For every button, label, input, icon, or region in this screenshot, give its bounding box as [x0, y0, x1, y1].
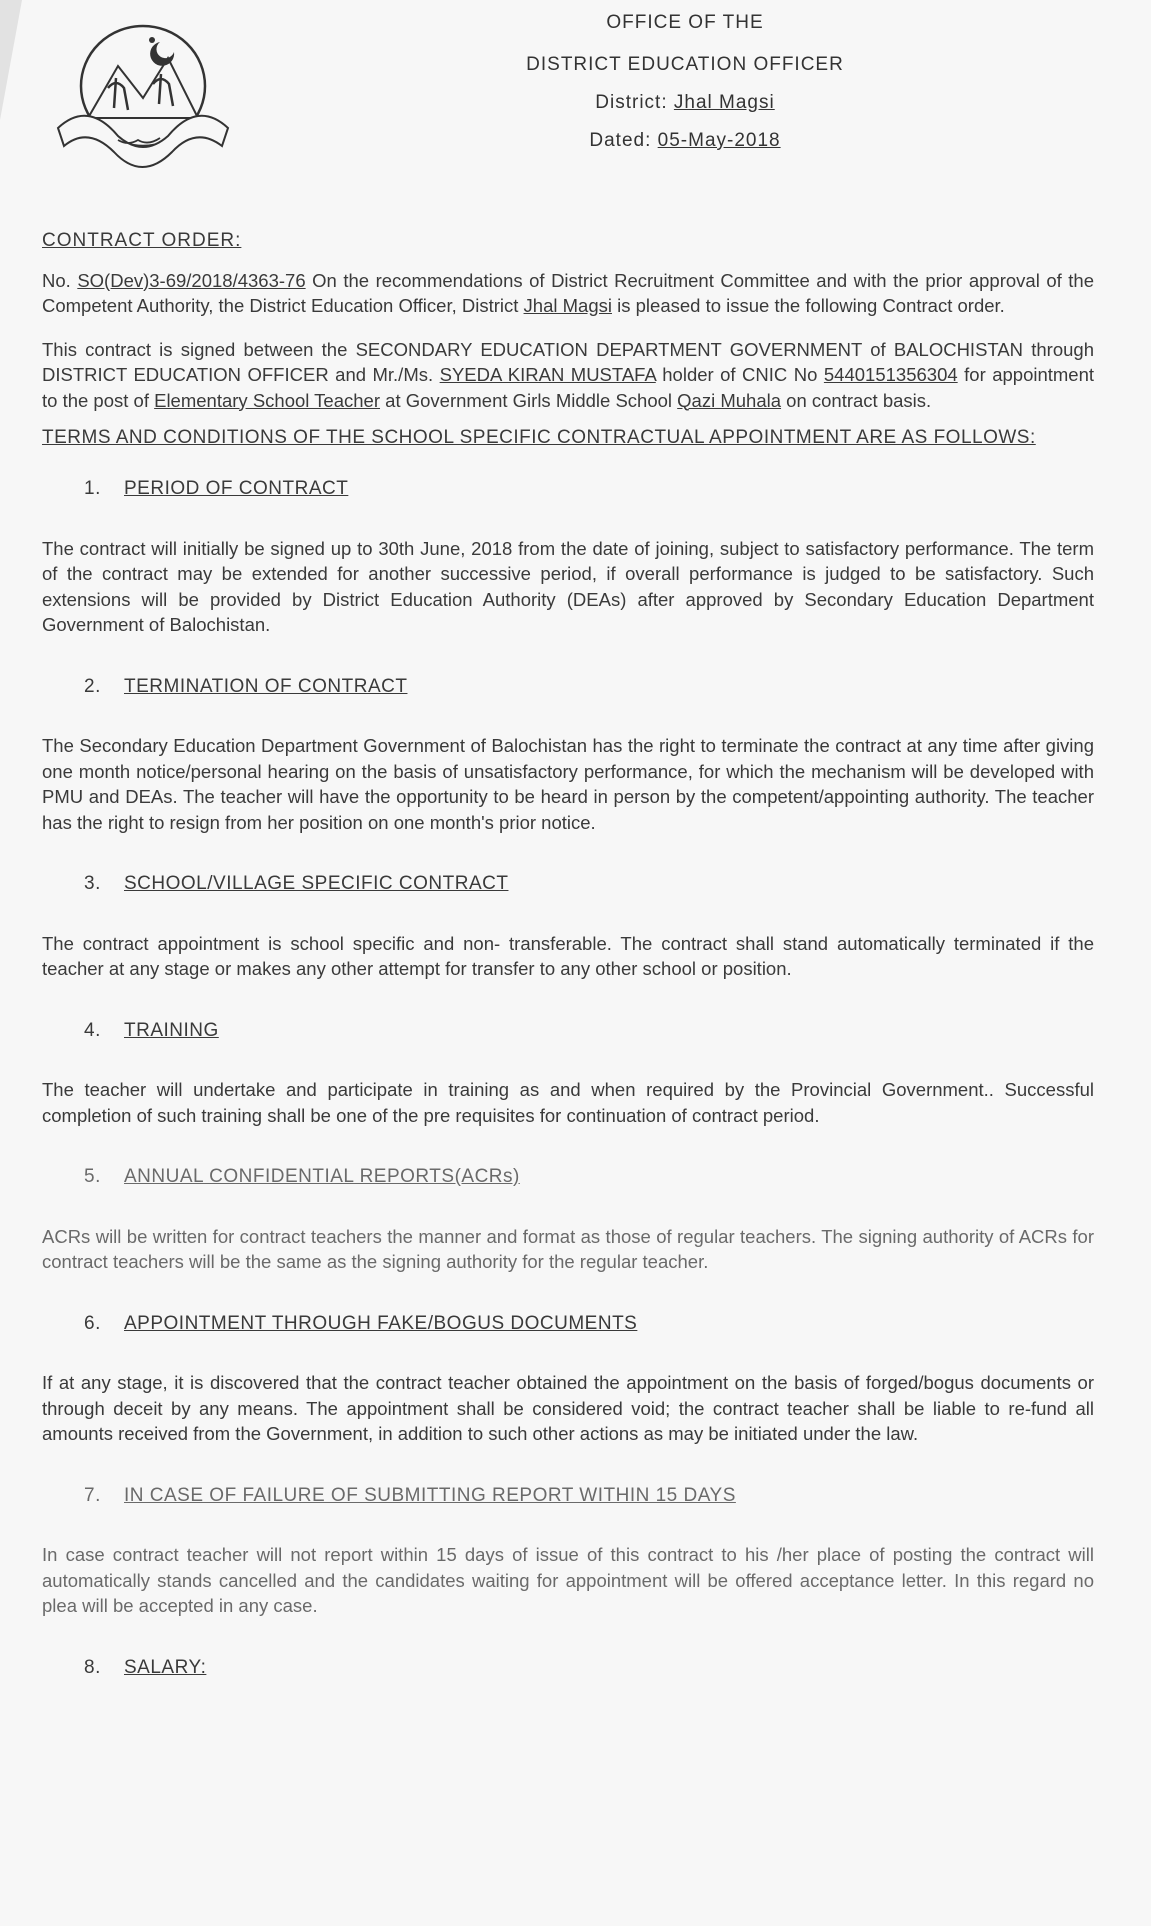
- office-line: OFFICE OF THE: [606, 12, 764, 33]
- government-emblem-logo: [48, 18, 238, 168]
- section-title: SALARY:: [124, 1656, 207, 1678]
- order-no-label: No.: [42, 269, 71, 291]
- district-label: District:: [595, 92, 668, 113]
- order-reference: SO(Dev)3-69/2018/4363-76: [77, 269, 306, 291]
- section-number: 7.: [84, 1484, 101, 1506]
- section-title: IN CASE OF FAILURE OF SUBMITTING REPORT WITHIN 15 DAYS: [124, 1484, 736, 1506]
- order-intro-text-2: is pleased to issue the following Contract order.: [617, 295, 1005, 316]
- section-heading: [84, 1164, 1094, 1190]
- date-line: [460, 130, 910, 152]
- order-intro-text-1: On the recommendations of District Recruitment Committee and with the prior approval of the Competent Authority, the District Education Officer, District: [42, 269, 1094, 316]
- school-name: Qazi Muhala: [677, 389, 782, 411]
- section-title: APPOINTMENT THROUGH FAKE/BOGUS DOCUMENTS: [124, 1312, 638, 1334]
- office-header: [460, 12, 910, 152]
- section-body: ACRs will be written for contract teachers the manner and format as those of regular teachers. The signing authority of ACRs for contract teachers will be the same as the signing authority for the regular teacher.: [42, 1225, 1094, 1272]
- contract-parties-paragraph: [42, 337, 1094, 414]
- section-number: 4.: [84, 1019, 101, 1041]
- section-body: The Secondary Education Department Government of Balochistan has the right to terminate the contract at any time after giving one month notice/personal hearing on the basis of unsatisfactory performance, for which the mechanism will be developed with PMU and DEAs. The teacher will have the opportunity to be heard in person by the competent/appointing authority. The teacher has the right to resign from her position on one month's prior notice.: [42, 735, 1094, 833]
- section-heading: [84, 1311, 1094, 1337]
- section-number: 3.: [84, 873, 101, 894]
- order-district: Jhal Magsi: [523, 295, 612, 316]
- document-body: [42, 228, 1094, 1716]
- section-heading: [84, 476, 1094, 502]
- section-heading: [84, 674, 1094, 700]
- section-title: TERMINATION OF CONTRACT: [124, 675, 408, 697]
- contract-text-3: for appointment to the post of: [42, 364, 1095, 411]
- district-line: [460, 92, 910, 114]
- section-body: The contract appointment is school specific and non- transferable. The contract shall stand automatically terminated if the teacher at any stage or makes any other attempt for transfer to any other school or position.: [42, 932, 1094, 979]
- section-number: 5.: [84, 1166, 101, 1187]
- section-number: 2.: [84, 675, 101, 697]
- order-intro-paragraph: [42, 268, 1094, 319]
- section-title: PERIOD OF CONTRACT: [124, 478, 349, 499]
- section-title: ANNUAL CONFIDENTIAL REPORTS(ACRs): [124, 1166, 520, 1187]
- contract-text-2: holder of CNIC No: [662, 364, 818, 385]
- terms-heading: TERMS AND CONDITIONS OF THE SCHOOL SPECIFIC CONTRACTUAL APPOINTMENT ARE AS FOLLOWS:: [42, 427, 1036, 448]
- section-body: The teacher will undertake and participate in training as and when required by the Provincial Government.. Successful completion of such training shall be one of the pre requisites for continuation of contract period.: [42, 1079, 1094, 1126]
- scan-edge-shadow: [0, 0, 22, 120]
- contract-order-title: CONTRACT ORDER:: [42, 230, 242, 251]
- section-title: TRAINING: [124, 1019, 219, 1041]
- teacher-name: SYEDA KIRAN MUSTAFA: [439, 364, 656, 385]
- contract-text-1: This contract is signed between the SECONDARY EDUCATION DEPARTMENT GOVERNMENT of BALOCHISTAN through DISTRICT EDUCATION OFFICER and Mr./Ms.: [42, 338, 1094, 385]
- contract-text-5: on contract basis.: [786, 389, 932, 411]
- contract-text-4: at Government Girls Middle School: [385, 389, 673, 411]
- section-title: SCHOOL/VILLAGE SPECIFIC CONTRACT: [124, 873, 509, 894]
- section-number: 1.: [84, 478, 101, 499]
- section-heading: [84, 1483, 1094, 1509]
- post-title: Elementary School Teacher: [154, 389, 381, 411]
- cnic-number: 5440151356304: [823, 364, 958, 385]
- section-number: 6.: [84, 1312, 101, 1334]
- dated-label: Dated:: [589, 130, 652, 151]
- section-number: 8.: [84, 1656, 101, 1678]
- section-heading: [84, 1018, 1094, 1044]
- section-heading: [84, 871, 1094, 897]
- section-body: The contract will initially be signed up to 30th June, 2018 from the date of joining, subject to satisfactory performance. The term of the contract may be extended for another successive period, if overall performance is judged to be satisfactory. Such extensions will be provided by District Education Authority (DEAs) after approved by Secondary Education Department Government of Balochistan.: [42, 537, 1094, 635]
- section-heading: [84, 1655, 1094, 1681]
- officer-line: DISTRICT EDUCATION OFFICER: [526, 54, 844, 75]
- section-body: If at any stage, it is discovered that the contract teacher obtained the appointment on the basis of forged/bogus documents or through deceit by any means. The appointment shall be considered void; the contract teacher shall be liable to re-fund all amounts received from the Government, in addition to such other actions as may be initiated under the law.: [42, 1372, 1094, 1444]
- district-value: Jhal Magsi: [673, 92, 775, 113]
- section-body: In case contract teacher will not report within 15 days of issue of this contract to his /her place of posting the contract will automatically stands cancelled and the candidates waiting for appointment will be offered acceptance letter. In this regard no plea will be accepted in any case.: [42, 1544, 1094, 1616]
- date-value: 05-May-2018: [657, 130, 781, 151]
